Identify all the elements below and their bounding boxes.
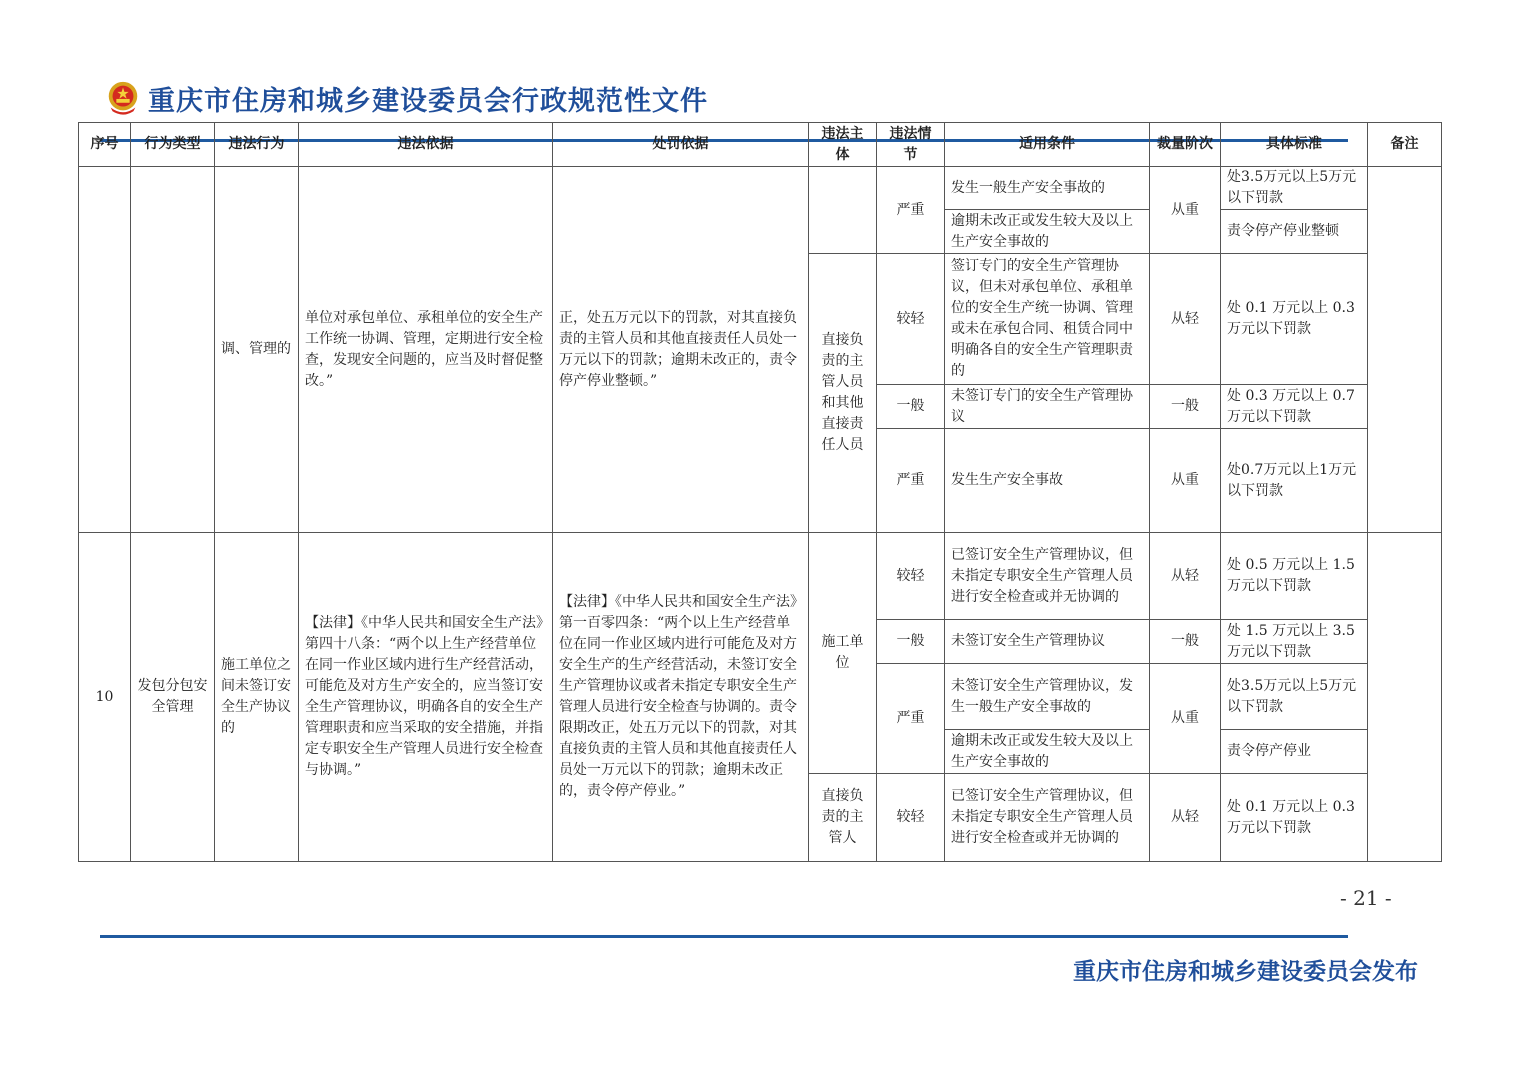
cell-penalty: 正，处五万元以下的罚款，对其直接负责的主管人员和其他直接责任人员处一万元以下的罚款；逾期未改正的，责令停产停业整顿。” [553,167,809,533]
col-header-no: 序号 [79,123,131,167]
cell-condition: 发生生产安全事故 [945,429,1150,533]
cell-behavior: 施工单位之间未签订安全生产协议的 [215,533,299,862]
cell-severity: 一般 [877,620,945,664]
cell-behavior: 调、管理的 [215,167,299,533]
cell-level: 从轻 [1150,774,1221,862]
col-header-subject: 违法主体 [809,123,877,167]
cell-type [131,167,215,533]
cell-remark [1368,167,1442,533]
cell-standard: 责令停产停业整顿 [1221,210,1368,254]
col-header-severity: 违法情节 [877,123,945,167]
col-header-behavior: 违法行为 [215,123,299,167]
table-row [79,167,1442,210]
cell-level: 从重 [1150,664,1221,774]
cell-level: 从重 [1150,429,1221,533]
cell-condition: 未签订安全生产管理协议 [945,620,1150,664]
cell-subject: 直接负责的主管人员和其他直接责任人员 [809,254,877,533]
cell-standard: 处 0.3 万元以上 0.7万元以下罚款 [1221,385,1368,429]
cell-standard: 处 1.5 万元以上 3.5万元以下罚款 [1221,620,1368,664]
cell-subject: 施工单位 [809,533,877,774]
cell-penalty: 【法律】《中华人民共和国安全生产法》第一百零四条：“两个以上生产经营单位在同一作业区域内进行可能危及对方安全生产的生产经营活动，未签订安全生产管理协议或者未指定专职安全生产管理人员进行安全检查与协调的。责令限期改正，处五万元以下的罚款，对其直接负责的主管人员和其他直接责任人员处一万元以下的罚款；逾期未改正的，责令停产停业。” [553,533,809,862]
document-header [104,78,708,118]
cell-remark [1368,533,1442,862]
cell-condition: 逾期未改正或发生较大及以上生产安全事故的 [945,730,1150,774]
col-header-type: 行为类型 [131,123,215,167]
cell-condition: 未签订安全生产管理协议，发生一般生产安全事故的 [945,664,1150,730]
cell-condition: 逾期未改正或发生较大及以上生产安全事故的 [945,210,1150,254]
cell-standard: 处3.5万元以上5万元以下罚款 [1221,167,1368,210]
col-header-level: 裁量阶次 [1150,123,1221,167]
cell-standard: 责令停产停业 [1221,730,1368,774]
penalty-table [78,122,1442,862]
cell-no: 10 [79,533,131,862]
cell-severity: 严重 [877,167,945,254]
cell-severity: 较轻 [877,533,945,620]
cell-type: 发包分包安全管理 [131,533,215,862]
col-header-penalty: 处罚依据 [553,123,809,167]
col-header-standard: 具体标准 [1221,123,1368,167]
col-header-basis: 违法依据 [299,123,553,167]
cell-level: 从轻 [1150,533,1221,620]
table-header-row [79,123,1442,167]
cell-severity: 严重 [877,664,945,774]
cell-condition: 发生一般生产安全事故的 [945,167,1150,210]
cell-standard: 处 0.1 万元以上 0.3万元以下罚款 [1221,774,1368,862]
cell-level: 从重 [1150,167,1221,254]
cell-level: 一般 [1150,385,1221,429]
cell-condition: 未签订专门的安全生产管理协议 [945,385,1150,429]
cell-level: 一般 [1150,620,1221,664]
cell-level: 从轻 [1150,254,1221,385]
footer-publisher: 重庆市住房和城乡建设委员会发布 [1073,959,1418,985]
cell-condition: 签订专门的安全生产管理协议，但未对承包单位、承租单位的安全生产统一协调、管理或未在承包合同、租赁合同中明确各自的安全生产管理职责的 [945,254,1150,385]
footer-rule [100,935,1348,938]
cell-severity: 较轻 [877,774,945,862]
cell-severity: 较轻 [877,254,945,385]
cell-no [79,167,131,533]
cell-standard: 处3.5万元以上5万元以下罚款 [1221,664,1368,730]
cell-subject [809,167,877,254]
cell-standard: 处 0.1 万元以上 0.3万元以下罚款 [1221,254,1368,385]
col-header-condition: 适用条件 [945,123,1150,167]
table-row [79,533,1442,620]
col-header-remark: 备注 [1368,123,1442,167]
cell-condition: 已签订安全生产管理协议，但未指定专职安全生产管理人员进行安全检查或并无协调的 [945,774,1150,862]
cell-subject: 直接负责的主管人 [809,774,877,862]
cell-basis: 【法律】《中华人民共和国安全生产法》第四十八条：“两个以上生产经营单位在同一作业区域内进行生产经营活动，可能危及对方生产安全的，应当签订安全生产管理协议，明确各自的安全生产管理职责和应当采取的安全措施，并指定专职安全生产管理人员进行安全检查与协调。” [299,533,553,862]
cell-standard: 处 0.5 万元以上 1.5万元以下罚款 [1221,533,1368,620]
national-emblem-icon [104,79,142,117]
cell-severity: 一般 [877,385,945,429]
cell-severity: 严重 [877,429,945,533]
header-title: 重庆市住房和城乡建设委员会行政规范性文件 [148,85,708,117]
page-number: - 21 - [1340,886,1392,910]
cell-standard: 处0.7万元以上1万元以下罚款 [1221,429,1368,533]
cell-basis: 单位对承包单位、承租单位的安全生产工作统一协调、管理，定期进行安全检查，发现安全问题的，应当及时督促整改。” [299,167,553,533]
cell-condition: 已签订安全生产管理协议，但未指定专职安全生产管理人员进行安全检查或并无协调的 [945,533,1150,620]
